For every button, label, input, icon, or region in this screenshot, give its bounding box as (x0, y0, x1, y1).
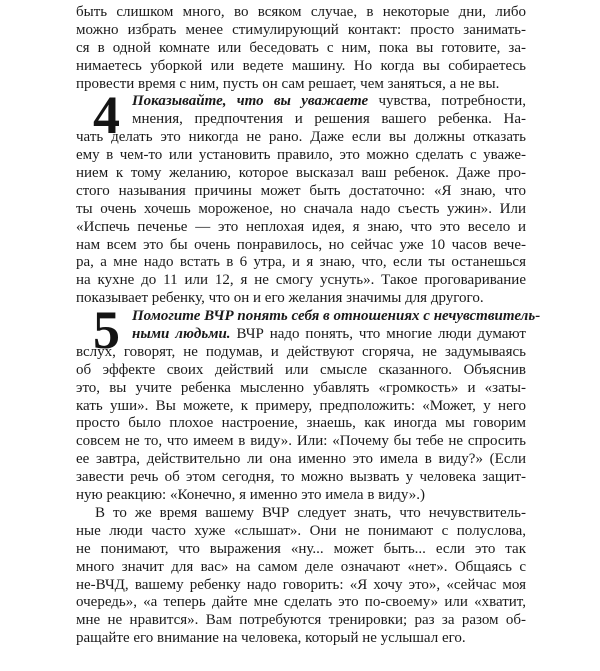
text-line (76, 577, 526, 595)
lead-phrase: ными людьми. (132, 326, 231, 343)
text-line (76, 4, 526, 22)
text-line (76, 362, 526, 380)
lead-phrase: Показывайте, что вы уважаете (132, 93, 369, 110)
text-line (76, 40, 526, 58)
numbered-item (76, 300, 541, 505)
text-line (76, 308, 541, 326)
text-segment: много значит для вас» на самом деле означают «нет». Общаясь с (76, 558, 526, 575)
text-line (76, 22, 526, 40)
text-segment: провести время с ним, пусть он сам решает, чем заняться, а не вы. (76, 75, 500, 92)
text-line (76, 183, 526, 201)
text-segment: об эффекте своих действий или смысле сказанного. Объяснив (76, 361, 526, 378)
text-line (76, 523, 526, 541)
drop-cap-number: 4 (93, 85, 120, 146)
drop-cap-number: 5 (93, 300, 120, 361)
text-segment: стого называния причины может быть достаточно: «Я знаю, что (76, 182, 526, 199)
text-segment: ращайте его внимание на человека, который не услышал его. (76, 630, 466, 647)
text-line (76, 451, 526, 469)
text-segment: очередь», «а теперь дайте мне сделать это по-своему» или «хватит, (76, 594, 526, 611)
text-segment: ее завтра, действительно ли она именно это имела в виду?» (Если (76, 451, 526, 468)
text-segment: на кухне до 11 или 12, я не смогу уснуть». Такое проговаривание (76, 272, 526, 289)
text-line (76, 111, 526, 129)
text-segment: завести речь об этом сегодня, то можно вызвать у человека защит- (76, 469, 526, 486)
text-segment: чать делать это никогда не рано. Даже если вы должны отказать (76, 129, 526, 146)
text-line (76, 541, 526, 559)
text-line (76, 487, 526, 505)
text-line (76, 219, 526, 237)
text-line (76, 237, 526, 255)
text-segment: можно избрать менее стимулирующий контакт: просто занимать- (76, 21, 526, 38)
text-line (76, 58, 526, 76)
text-line (76, 344, 526, 362)
text-segment: нам всем это бы очень понравилось, но сейчас уже 10 часов вече- (76, 236, 526, 253)
text-segment: быть слишком много, во всяком случае, в некоторые дни, либо (76, 4, 526, 20)
text-segment: ему в чем-то или установить правило, это можно сделать с уваже- (76, 147, 526, 164)
text-line (76, 254, 526, 272)
text-segment: мне не нравится». Вам потребуются тренировки; раз за разом об- (76, 612, 526, 629)
text-segment: вслух, говорят, не подумав, и действуют сгоряча, не задумываясь (76, 343, 526, 360)
text-line (76, 129, 526, 147)
text-segment: не-ВЧД, вашему ребенку надо говорить: «Я хочу это», «сейчас моя (76, 576, 526, 593)
text-line (76, 380, 526, 398)
lead-phrase: Помогите ВЧР понять себя в отношениях с нечувствитель- (132, 308, 541, 325)
text-segment: В то же время вашему ВЧР следует знать, что нечувствитель- (95, 504, 526, 521)
numbered-item (76, 85, 527, 308)
text-line (76, 559, 526, 577)
text-line (76, 612, 526, 630)
text-line (76, 272, 526, 290)
text-segment: нимаетесь уборкой или ведете машину. Но когда вы собираетесь (76, 57, 526, 74)
text-line (76, 326, 526, 344)
paragraph (76, 505, 526, 648)
text-segment: ся в одной комнате или беседовать с ним, пока вы готовите, за- (76, 39, 526, 56)
text-line (76, 147, 526, 165)
text-segment: это, вы учите ребенка мысленно убавлять «громкость» и «заты- (76, 379, 526, 396)
text-segment: «Испечь печенье — это неплохая идея, я знаю, что это весело и (76, 218, 526, 235)
text-line (76, 469, 526, 487)
text-line (76, 594, 526, 612)
text-line (76, 433, 526, 451)
text-segment: нием к тому желанию, которое высказал ваш ребенок. Даже про- (76, 165, 526, 182)
text-segment: просто было плохое настроение, знаешь, как иногда мы говорим (76, 415, 526, 432)
text-line (76, 93, 526, 111)
text-segment: показывает ребенку, что он и его желания значимы для другого. (76, 290, 484, 307)
text-segment: ные люди часто хуже «слышат». Они не понимают с полуслова, (76, 522, 526, 539)
text-column (76, 4, 541, 648)
text-line (76, 415, 526, 433)
text-segment: совсем не то, что имеем в виду». Или: «Почему бы тебе не спросить (76, 433, 526, 450)
text-line (76, 398, 526, 416)
text-segment: мнения, предпочтения и решения вашего ребенка. На- (132, 111, 526, 128)
text-segment: не понимают, что выражения «ну... может быть... если это так (76, 540, 526, 557)
text-line (76, 290, 526, 308)
text-segment: ВЧР надо понять, что многие люди думают (230, 326, 526, 343)
paragraph (76, 4, 526, 93)
text-line (76, 76, 526, 94)
text-line (76, 165, 526, 183)
text-line (76, 505, 526, 523)
text-segment: ты очень хочешь мороженое, но сначала надо съесть ужин». Или (76, 200, 526, 217)
text-segment: ра, а мне надо встать в 6 утра, и я знаю, что, если ты останешься (76, 254, 526, 271)
text-segment: кать уши». Вы можете, к примеру, предположить: «Может, у него (76, 397, 526, 414)
text-segment: ную реакцию: «Конечно, я именно это имела в виду».) (76, 487, 426, 504)
text-line (76, 630, 526, 648)
text-line (76, 201, 526, 219)
text-segment: чувства, потребности, (368, 93, 527, 110)
